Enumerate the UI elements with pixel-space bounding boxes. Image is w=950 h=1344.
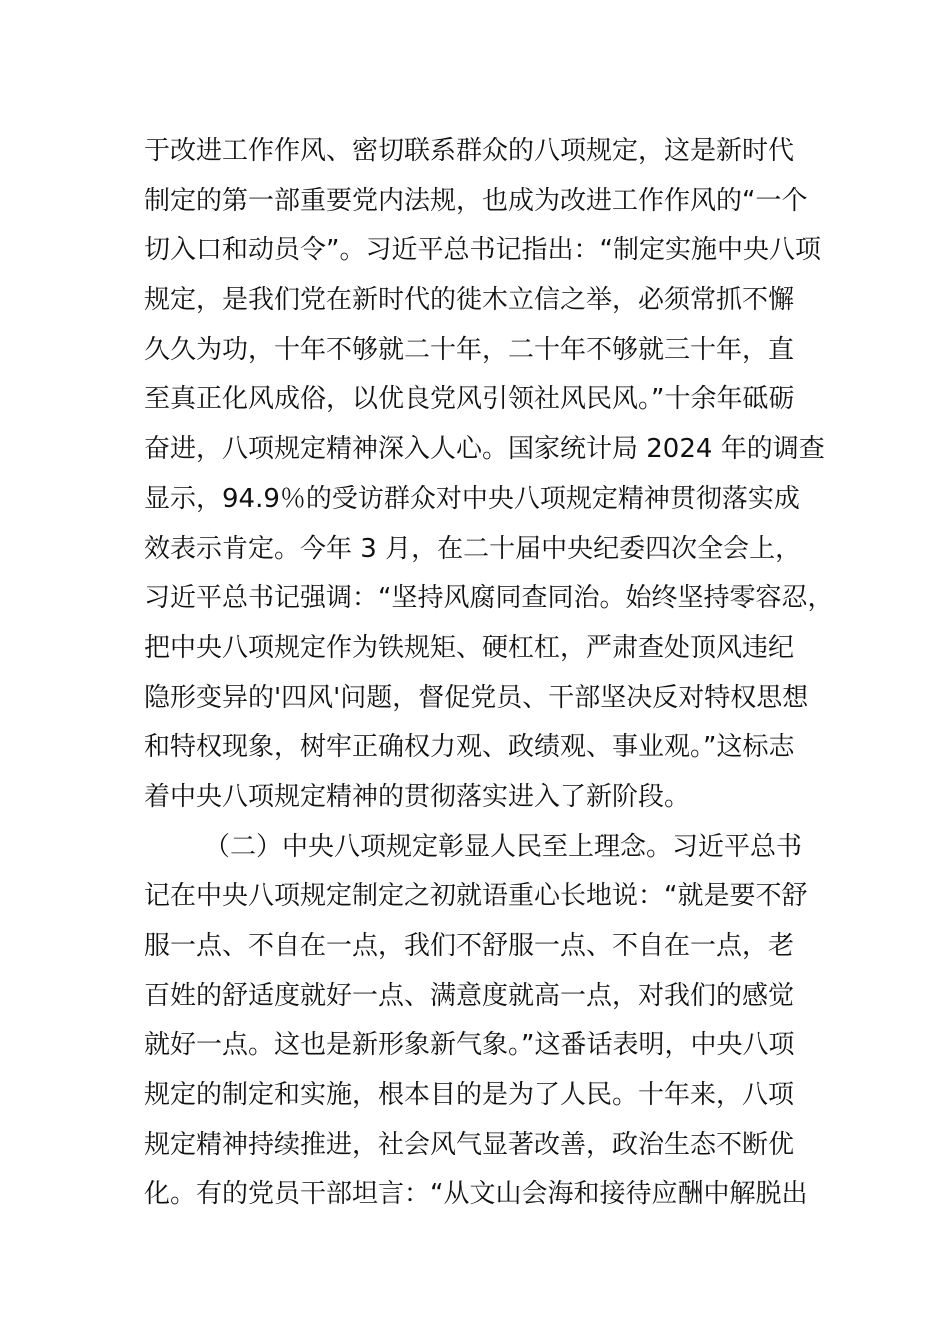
text-line-14: 着中央八项规定精神的贯彻落实进入了新阶段。 — [144, 781, 691, 812]
text-line-9: 效表示肯定。今年 3 月，在二十届中央纪委四次全会上， — [144, 533, 802, 564]
text-line-18: 百姓的舒适度就好一点、满意度就高一点，对我们的感觉 — [144, 980, 795, 1011]
text-line-4: 规定，是我们党在新时代的徙木立信之举，必须常抓不懈 — [144, 285, 795, 316]
text-line-13: 和特权现象，树牢正确权力观、政绩观、事业观。”这标志 — [144, 732, 795, 763]
text-line-11: 把中央八项规定作为铁规矩、硬杠杠，严肃查处顶风违纪 — [144, 632, 795, 663]
section-heading-line: （二）中央八项规定彰显人民至上理念。习近平总书 — [204, 831, 803, 862]
text-line-22: 化。有的党员干部坦言：“从文山会海和接待应酬中解脱出 — [144, 1179, 808, 1210]
text-line-2: 制定的第一部重要党内法规，也成为改进工作作风的“一个 — [144, 185, 808, 216]
text-line-20: 规定的制定和实施，根本目的是为了人民。十年来，八项 — [144, 1080, 795, 1111]
text-line-17: 服一点、不自在一点，我们不舒服一点、不自在一点，老 — [144, 931, 795, 961]
text-line-7: 奋进，八项规定精神深入人心。国家统计局 2024 年的调查 — [144, 434, 825, 465]
body-text — [144, 127, 844, 1220]
text-line-21: 规定精神持续推进，社会风气显著改善，政治生态不断优 — [144, 1129, 795, 1160]
text-line-12: 隐形变异的'四风'问题，督促党员、干部坚决反对特权思想 — [144, 682, 809, 713]
text-line-6: 至真正化风成俗，以优良党风引领社风民风。”十余年砥砺 — [144, 384, 795, 415]
text-line-8: 显示，94.9％的受访群众对中央八项规定精神贯彻落实成 — [144, 483, 800, 514]
text-line-1: 于改进工作作风、密切联系群众的八项规定，这是新时代 — [144, 136, 795, 166]
text-line-3: 切入口和动员令”。习近平总书记指出：“制定实施中央八项 — [144, 235, 821, 266]
text-line-19: 就好一点。这也是新形象新气象。”这番话表明，中央八项 — [144, 1030, 795, 1061]
text-line-5: 久久为功，十年不够就二十年，二十年不够就三十年，直 — [144, 334, 795, 365]
text-line-10: 习近平总书记强调：“坚持风腐同查同治。始终坚持零容忍， — [144, 583, 834, 614]
text-line-16: 记在中央八项规定制定之初就语重心长地说：“就是要不舒 — [144, 881, 808, 912]
